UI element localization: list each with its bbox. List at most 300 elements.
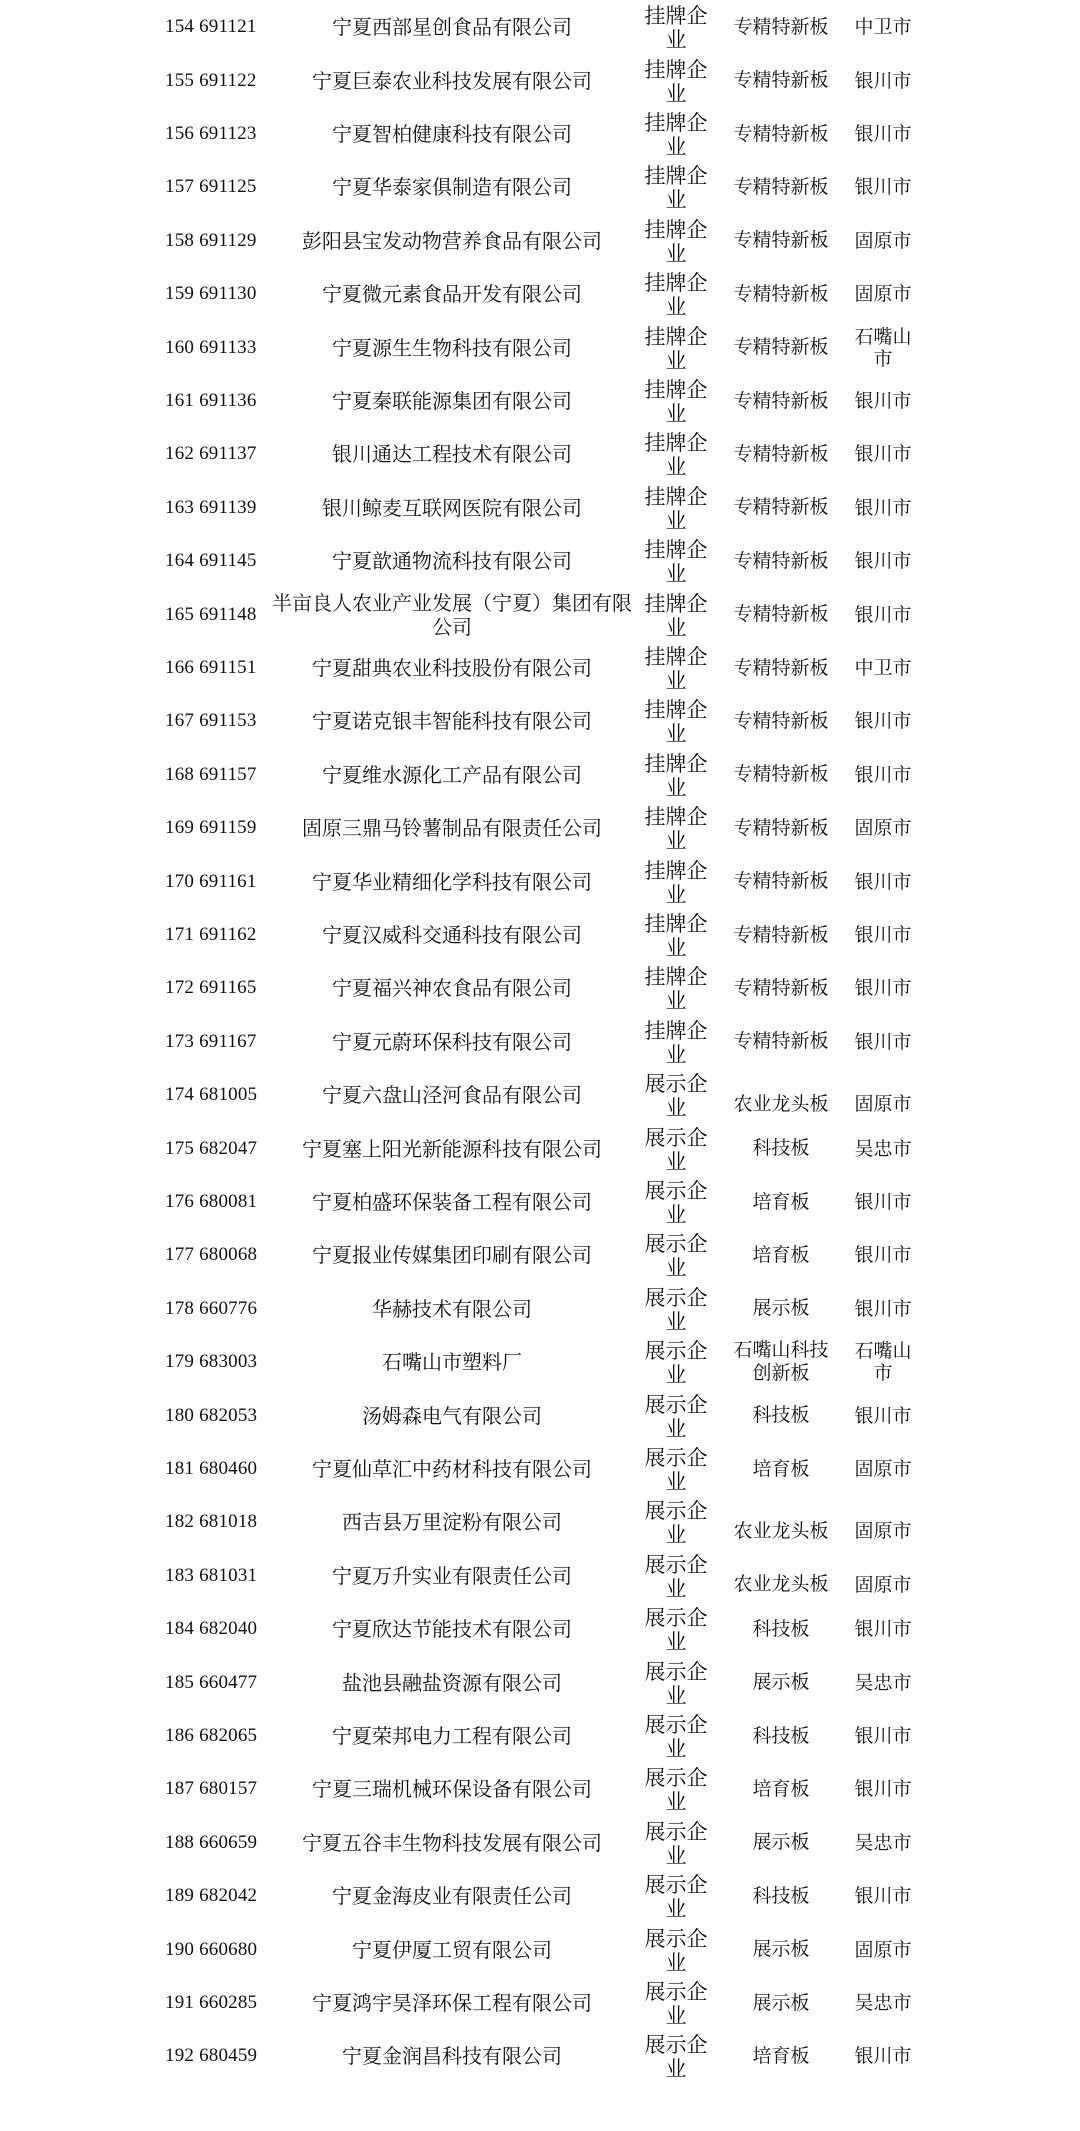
company-name: 宁夏五谷丰生物科技发展有限公司 xyxy=(302,1830,602,1855)
city-name: 银川市 xyxy=(854,1778,912,1801)
company-name: 宁夏欣达节能技术有限公司 xyxy=(332,1617,572,1642)
row-number: 156 xyxy=(165,123,195,145)
company-type-cell xyxy=(622,1282,730,1337)
row-number-and-code xyxy=(165,748,275,803)
company-type: 挂牌企业 xyxy=(644,538,708,587)
row-number-and-code xyxy=(165,427,275,482)
row-number: 158 xyxy=(165,229,195,251)
row-number: 188 xyxy=(165,1831,195,1853)
stock-code: 691159 xyxy=(199,817,257,839)
city-cell xyxy=(842,0,924,55)
board-name: 培育板 xyxy=(752,1457,810,1480)
company-name: 汤姆森电气有限公司 xyxy=(362,1403,542,1428)
table-row xyxy=(0,427,1080,482)
company-name: 宁夏甜典农业科技股份有限公司 xyxy=(312,656,592,681)
city-cell xyxy=(842,107,924,162)
stock-code: 681018 xyxy=(199,1511,258,1533)
company-name: 彭阳县宝发动物营养食品有限公司 xyxy=(302,228,602,253)
board-cell xyxy=(720,2029,842,2084)
board-name: 专精特新板 xyxy=(733,816,829,839)
board-cell xyxy=(720,587,842,642)
board-name: 展示板 xyxy=(752,1991,810,2014)
company-type-cell xyxy=(622,1602,730,1657)
board-name: 专精特新板 xyxy=(733,549,829,572)
table-row xyxy=(0,1922,1080,1977)
stock-code: 691129 xyxy=(199,229,257,251)
board-cell xyxy=(720,694,842,749)
row-number: 173 xyxy=(165,1030,195,1052)
company-name: 西吉县万里淀粉有限公司 xyxy=(342,1510,562,1535)
stock-code: 660477 xyxy=(199,1671,258,1693)
row-number: 189 xyxy=(165,1885,195,1907)
board-name: 科技板 xyxy=(752,1724,810,1747)
city-name: 固原市 xyxy=(854,817,912,840)
row-number-and-code xyxy=(165,481,275,536)
table-row xyxy=(0,53,1080,108)
board-name: 农业龙头板 xyxy=(733,1519,829,1542)
company-type-cell xyxy=(622,481,730,536)
company-type: 展示企业 xyxy=(644,1072,708,1121)
board-cell xyxy=(720,214,842,269)
company-type-cell xyxy=(622,1655,730,1710)
company-type: 展示企业 xyxy=(644,1232,708,1281)
city-name: 固原市 xyxy=(854,1520,912,1543)
stock-code: 691162 xyxy=(199,924,257,946)
company-name: 华赫技术有限公司 xyxy=(372,1296,532,1321)
board-name: 专精特新板 xyxy=(733,763,829,786)
stock-code: 680459 xyxy=(199,2045,258,2067)
row-number: 181 xyxy=(165,1458,195,1480)
board-cell xyxy=(720,1282,842,1337)
city-cell xyxy=(842,1282,924,1337)
row-number-and-code xyxy=(165,1121,275,1176)
row-number-and-code xyxy=(165,1655,275,1710)
company-type-cell xyxy=(622,1121,730,1176)
company-type-cell xyxy=(622,1495,730,1550)
city-cell xyxy=(842,1388,924,1443)
board-cell xyxy=(720,320,842,375)
row-number: 190 xyxy=(165,1938,195,1960)
table-row xyxy=(0,1655,1080,1710)
company-type: 挂牌企业 xyxy=(644,1018,708,1067)
row-number-and-code xyxy=(165,534,275,589)
stock-code: 691122 xyxy=(199,69,257,91)
company-type: 展示企业 xyxy=(644,1339,708,1388)
table-row xyxy=(0,374,1080,429)
row-number: 175 xyxy=(165,1137,195,1159)
row-number: 185 xyxy=(165,1671,195,1693)
stock-code: 660776 xyxy=(199,1297,258,1319)
company-type: 展示企业 xyxy=(644,1499,708,1548)
board-name: 展示板 xyxy=(752,1671,810,1694)
board-name: 专精特新板 xyxy=(733,442,829,465)
city-cell xyxy=(842,1922,924,1977)
row-number-and-code xyxy=(165,801,275,856)
row-number-and-code xyxy=(165,267,275,322)
board-name: 培育板 xyxy=(752,1777,810,1800)
city-cell xyxy=(842,1762,924,1817)
board-name: 专精特新板 xyxy=(733,282,829,305)
city-cell xyxy=(842,1709,924,1764)
stock-code: 681005 xyxy=(199,1084,258,1106)
city-cell xyxy=(842,1816,924,1871)
row-number-and-code xyxy=(165,1015,275,1070)
stock-code: 691136 xyxy=(199,390,257,412)
city-cell xyxy=(842,908,924,963)
city-cell xyxy=(842,587,924,642)
board-cell xyxy=(720,641,842,696)
table-row xyxy=(0,694,1080,749)
table-row xyxy=(0,1602,1080,1657)
company-type-cell xyxy=(622,53,730,108)
board-cell xyxy=(720,374,842,429)
company-name: 盐池县融盐资源有限公司 xyxy=(342,1670,562,1695)
city-cell xyxy=(842,1015,924,1070)
board-name: 专精特新板 xyxy=(733,389,829,412)
board-name: 展示板 xyxy=(752,1938,810,1961)
row-number: 155 xyxy=(165,69,195,91)
table-row xyxy=(0,160,1080,215)
city-name: 固原市 xyxy=(854,1458,912,1481)
company-type: 展示企业 xyxy=(644,1392,708,1441)
company-type-cell xyxy=(622,534,730,589)
company-type-cell xyxy=(622,801,730,856)
row-number: 179 xyxy=(165,1351,195,1373)
company-type: 挂牌企业 xyxy=(644,698,708,747)
board-cell xyxy=(720,1335,842,1390)
board-cell xyxy=(720,1549,842,1604)
company-name: 宁夏荣邦电力工程有限公司 xyxy=(332,1724,572,1749)
row-number-and-code xyxy=(165,160,275,215)
city-name: 吴忠市 xyxy=(854,1992,912,2015)
row-number-and-code xyxy=(165,1495,275,1550)
company-name: 宁夏伊厦工贸有限公司 xyxy=(352,1937,552,1962)
company-type-cell xyxy=(622,1762,730,1817)
row-number: 187 xyxy=(165,1778,195,1800)
row-number-and-code xyxy=(165,961,275,1016)
city-name: 银川市 xyxy=(854,1030,912,1053)
board-name: 专精特新板 xyxy=(733,175,829,198)
row-number-and-code xyxy=(165,107,275,162)
company-type-cell xyxy=(622,1442,730,1497)
city-cell xyxy=(842,481,924,536)
company-type: 挂牌企业 xyxy=(644,271,708,320)
city-name: 银川市 xyxy=(854,870,912,893)
city-name: 银川市 xyxy=(854,1404,912,1427)
city-name: 银川市 xyxy=(854,2045,912,2068)
city-cell xyxy=(842,320,924,375)
company-type: 挂牌企业 xyxy=(644,57,708,106)
company-type: 展示企业 xyxy=(644,1819,708,1868)
city-name: 银川市 xyxy=(854,390,912,413)
board-cell xyxy=(720,160,842,215)
city-cell xyxy=(842,53,924,108)
company-type: 展示企业 xyxy=(644,1713,708,1762)
board-name: 专精特新板 xyxy=(733,976,829,999)
row-number: 184 xyxy=(165,1618,195,1640)
company-type-cell xyxy=(622,1816,730,1871)
company-name: 宁夏仙草汇中药材科技有限公司 xyxy=(312,1457,592,1482)
board-cell xyxy=(720,1442,842,1497)
row-number-and-code xyxy=(165,374,275,429)
table-row xyxy=(0,961,1080,1016)
board-name: 专精特新板 xyxy=(733,603,829,626)
stock-code: 691133 xyxy=(199,336,257,358)
row-number-and-code xyxy=(165,1175,275,1230)
company-type: 挂牌企业 xyxy=(644,645,708,694)
company-type: 挂牌企业 xyxy=(644,858,708,907)
board-cell xyxy=(720,1121,842,1176)
city-name: 银川市 xyxy=(854,1725,912,1748)
row-number: 160 xyxy=(165,336,195,358)
stock-code: 691145 xyxy=(199,550,257,572)
row-number: 170 xyxy=(165,870,195,892)
company-type: 挂牌企业 xyxy=(644,751,708,800)
board-cell xyxy=(720,748,842,803)
row-number: 167 xyxy=(165,710,195,732)
table-row xyxy=(0,1228,1080,1283)
board-name: 展示板 xyxy=(752,1831,810,1854)
board-name: 专精特新板 xyxy=(733,336,829,359)
row-number: 159 xyxy=(165,283,195,305)
row-number-and-code xyxy=(165,1388,275,1443)
company-name: 宁夏三瑞机械环保设备有限公司 xyxy=(312,1777,592,1802)
company-type: 展示企业 xyxy=(644,1606,708,1655)
table-row xyxy=(0,1495,1080,1550)
row-number-and-code xyxy=(165,0,275,55)
city-cell xyxy=(842,1869,924,1924)
stock-code: 681031 xyxy=(199,1564,258,1586)
company-type-cell xyxy=(622,320,730,375)
company-type: 展示企业 xyxy=(644,2033,708,2082)
row-number: 174 xyxy=(165,1084,195,1106)
board-cell xyxy=(720,1495,842,1550)
company-type: 展示企业 xyxy=(644,1179,708,1228)
table-row xyxy=(0,1816,1080,1871)
city-name: 吴忠市 xyxy=(854,1671,912,1694)
city-name: 银川市 xyxy=(854,123,912,146)
company-name: 宁夏西部星创食品有限公司 xyxy=(332,15,572,40)
table-row xyxy=(0,481,1080,536)
stock-code: 691130 xyxy=(199,283,257,305)
stock-code: 691137 xyxy=(199,443,257,465)
table-row xyxy=(0,1015,1080,1070)
board-cell xyxy=(720,908,842,963)
city-name: 银川市 xyxy=(854,496,912,519)
company-type-cell xyxy=(622,641,730,696)
company-name: 固原三鼎马铃薯制品有限责任公司 xyxy=(302,816,602,841)
stock-code: 691165 xyxy=(199,977,257,999)
company-type: 挂牌企业 xyxy=(644,912,708,961)
company-type-cell xyxy=(622,961,730,1016)
stock-code: 691167 xyxy=(199,1030,257,1052)
company-name: 石嘴山市塑料厂 xyxy=(382,1350,522,1375)
company-type-cell xyxy=(622,0,730,55)
company-name: 宁夏报业传媒集团印刷有限公司 xyxy=(312,1243,592,1268)
row-number-and-code xyxy=(165,641,275,696)
city-name: 银川市 xyxy=(854,176,912,199)
company-type: 展示企业 xyxy=(644,1125,708,1174)
company-type-cell xyxy=(622,1976,730,2031)
row-number-and-code xyxy=(165,53,275,108)
board-cell xyxy=(720,53,842,108)
company-type: 挂牌企业 xyxy=(644,111,708,160)
company-type: 挂牌企业 xyxy=(644,805,708,854)
row-number: 161 xyxy=(165,390,195,412)
stock-code: 691139 xyxy=(199,496,257,518)
table-row xyxy=(0,641,1080,696)
board-name: 科技板 xyxy=(752,1884,810,1907)
board-cell xyxy=(720,427,842,482)
stock-code: 682065 xyxy=(199,1725,258,1747)
company-type: 展示企业 xyxy=(644,1980,708,2029)
row-number-and-code xyxy=(165,1762,275,1817)
company-type: 挂牌企业 xyxy=(644,164,708,213)
table-row xyxy=(0,267,1080,322)
row-number-and-code xyxy=(165,1976,275,2031)
table-row xyxy=(0,854,1080,909)
city-name: 吴忠市 xyxy=(854,1831,912,1854)
company-type-cell xyxy=(622,1869,730,1924)
city-name: 银川市 xyxy=(854,550,912,573)
row-number-and-code xyxy=(165,694,275,749)
table-row xyxy=(0,1388,1080,1443)
stock-code: 682053 xyxy=(199,1404,258,1426)
row-number-and-code xyxy=(165,214,275,269)
company-name: 宁夏华泰家俱制造有限公司 xyxy=(332,175,572,200)
table-row xyxy=(0,1442,1080,1497)
company-type-cell xyxy=(622,160,730,215)
stock-code: 682047 xyxy=(199,1137,258,1159)
company-name: 半亩良人农业产业发展（宁夏）集团有限公司 xyxy=(272,590,632,639)
company-name: 宁夏金海皮业有限责任公司 xyxy=(332,1884,572,1909)
row-number: 191 xyxy=(165,1992,195,2014)
board-cell xyxy=(720,1015,842,1070)
stock-code: 680460 xyxy=(199,1458,258,1480)
city-cell xyxy=(842,961,924,1016)
stock-code: 680081 xyxy=(199,1191,258,1213)
row-number: 166 xyxy=(165,657,195,679)
city-name: 中卫市 xyxy=(854,657,912,680)
board-cell xyxy=(720,1816,842,1871)
company-type-cell xyxy=(622,1388,730,1443)
city-cell xyxy=(842,1495,924,1550)
board-cell xyxy=(720,1976,842,2031)
city-cell xyxy=(842,1121,924,1176)
company-type: 挂牌企业 xyxy=(644,217,708,266)
company-type-cell xyxy=(622,587,730,642)
board-name: 培育板 xyxy=(752,1243,810,1266)
board-name: 专精特新板 xyxy=(733,496,829,519)
company-type-cell xyxy=(622,1922,730,1977)
table-row xyxy=(0,1282,1080,1337)
table-row xyxy=(0,1869,1080,1924)
stock-code: 680068 xyxy=(199,1244,258,1266)
company-type: 展示企业 xyxy=(644,1766,708,1815)
company-type-cell xyxy=(622,427,730,482)
table-row xyxy=(0,801,1080,856)
company-type: 挂牌企业 xyxy=(644,324,708,373)
row-number-and-code xyxy=(165,854,275,909)
company-type-cell xyxy=(622,1228,730,1283)
board-name: 展示板 xyxy=(752,1297,810,1320)
stock-code: 660285 xyxy=(199,1992,258,2014)
company-name: 宁夏诺克银丰智能科技有限公司 xyxy=(312,709,592,734)
company-name: 宁夏元蔚环保科技有限公司 xyxy=(332,1029,572,1054)
company-type-cell xyxy=(622,267,730,322)
city-cell xyxy=(842,1335,924,1390)
company-name: 银川鲸麦互联网医院有限公司 xyxy=(322,495,582,520)
company-name: 宁夏六盘山泾河食品有限公司 xyxy=(322,1083,582,1108)
company-type-cell xyxy=(622,1175,730,1230)
company-name: 宁夏汉威科交通科技有限公司 xyxy=(322,923,582,948)
table-row xyxy=(0,1175,1080,1230)
row-number-and-code xyxy=(165,908,275,963)
city-name: 银川市 xyxy=(854,763,912,786)
company-type-cell xyxy=(622,1335,730,1390)
board-cell xyxy=(720,1922,842,1977)
city-name: 银川市 xyxy=(854,924,912,947)
company-name: 宁夏金润昌科技有限公司 xyxy=(342,2044,562,2069)
row-number-and-code xyxy=(165,320,275,375)
row-number: 168 xyxy=(165,763,195,785)
company-type-cell xyxy=(622,1015,730,1070)
row-number-and-code xyxy=(165,1228,275,1283)
board-cell xyxy=(720,481,842,536)
company-type-cell xyxy=(622,107,730,162)
company-name: 宁夏维水源化工产品有限公司 xyxy=(322,762,582,787)
row-number-and-code xyxy=(165,1602,275,1657)
company-name: 宁夏塞上阳光新能源科技有限公司 xyxy=(302,1136,602,1161)
table-row xyxy=(0,1976,1080,2031)
city-cell xyxy=(842,1602,924,1657)
board-name: 专精特新板 xyxy=(733,709,829,732)
city-cell xyxy=(842,1442,924,1497)
company-type: 挂牌企业 xyxy=(644,591,708,640)
company-type: 挂牌企业 xyxy=(644,431,708,480)
table-row xyxy=(0,1762,1080,1817)
city-cell xyxy=(842,801,924,856)
city-cell xyxy=(842,374,924,429)
table-row xyxy=(0,908,1080,963)
city-name: 银川市 xyxy=(854,710,912,733)
table-row xyxy=(0,2029,1080,2084)
row-number: 165 xyxy=(165,603,195,625)
row-number-and-code xyxy=(165,2029,275,2084)
board-name: 专精特新板 xyxy=(733,656,829,679)
row-number-and-code xyxy=(165,587,275,642)
company-name: 宁夏鸿宇昊泽环保工程有限公司 xyxy=(312,1991,592,2016)
board-cell xyxy=(720,854,842,909)
city-cell xyxy=(842,1068,924,1123)
city-name: 银川市 xyxy=(854,977,912,1000)
city-cell xyxy=(842,267,924,322)
company-name: 银川通达工程技术有限公司 xyxy=(332,442,572,467)
city-name: 银川市 xyxy=(854,1244,912,1267)
board-name: 专精特新板 xyxy=(733,69,829,92)
table-row xyxy=(0,534,1080,589)
table-row xyxy=(0,1709,1080,1764)
company-type: 展示企业 xyxy=(644,1659,708,1708)
city-name: 固原市 xyxy=(854,283,912,306)
row-number: 171 xyxy=(165,924,195,946)
row-number: 180 xyxy=(165,1404,195,1426)
city-name: 银川市 xyxy=(854,1885,912,1908)
row-number: 157 xyxy=(165,176,195,198)
table-row xyxy=(0,1068,1080,1123)
row-number: 178 xyxy=(165,1297,195,1319)
stock-code: 691125 xyxy=(199,176,257,198)
